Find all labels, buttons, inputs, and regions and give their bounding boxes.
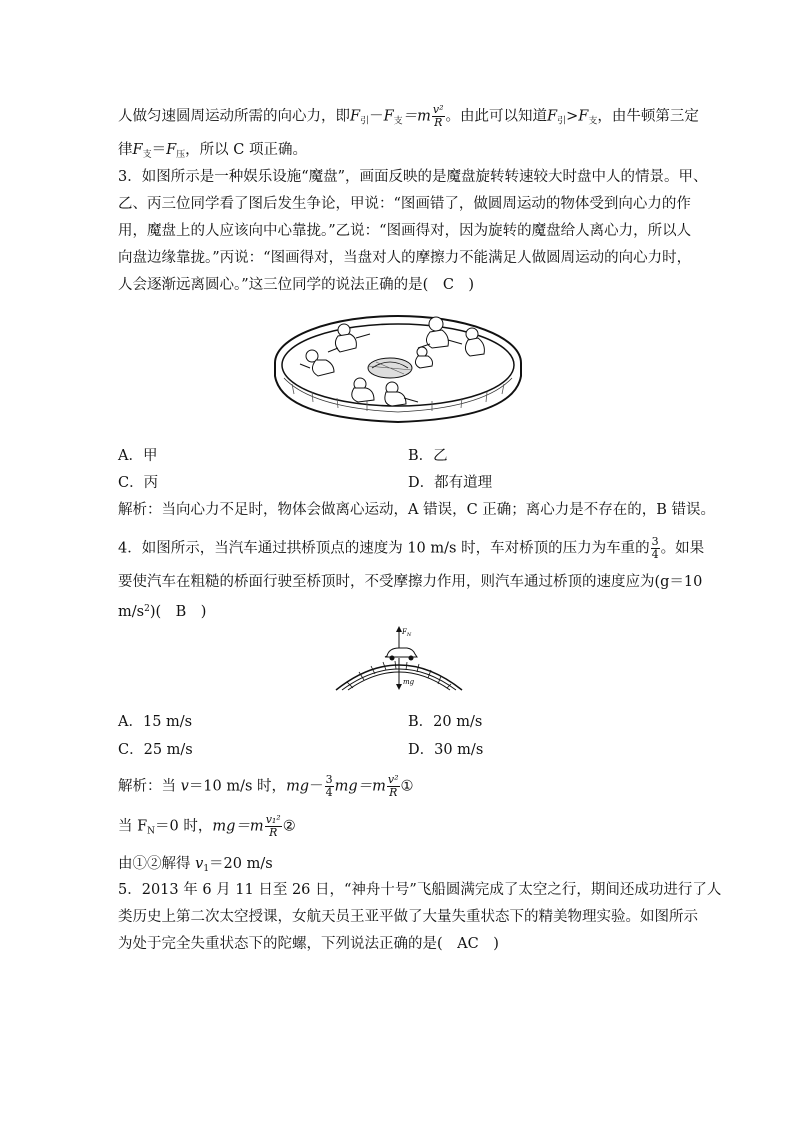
q4-option-c[interactable]: C．25 m/s	[118, 742, 193, 758]
text: ，由牛顿第三定	[597, 108, 699, 125]
equation: ＝m	[357, 778, 386, 795]
mg-label: mg	[403, 678, 415, 686]
q3-line-4: 向盘边缘靠拢。”丙说：“图画得对，当盘对人的摩擦力不能满足人做圆周运动的向心力时，	[118, 250, 692, 266]
q4-option-d[interactable]: D．30 m/s	[408, 742, 484, 758]
text: )( B )	[149, 604, 207, 620]
numerator: 3	[651, 535, 659, 548]
subscript: 压	[176, 150, 186, 160]
symbol: F	[547, 108, 558, 125]
q3-option-b[interactable]: B．乙	[408, 448, 448, 464]
q3-line-5: 人会逐渐远离圆心。”这三位同学的说法正确的是( C )	[118, 277, 475, 293]
text: ②	[282, 818, 296, 835]
subscript: 支	[142, 150, 152, 160]
numerator: v²	[387, 773, 399, 786]
text: ，所以 C 项正确。	[185, 142, 307, 158]
bridge-figure	[333, 622, 465, 694]
fraction	[387, 774, 400, 799]
symbol: F	[166, 142, 177, 158]
numerator: v₁²	[265, 813, 281, 826]
symbol: F	[350, 108, 361, 125]
text: 解析：当	[118, 778, 181, 795]
denominator: 4	[651, 548, 659, 561]
q3-line-3: 用，魔盘上的人应该向中心靠拢。”乙说：“图画得对，因为旋转的魔盘给人离心力，所以人	[118, 223, 692, 239]
fn-label: $F_N$	[402, 628, 412, 638]
symbol: mg	[286, 778, 310, 795]
operator: －	[369, 108, 384, 125]
symbol: F	[383, 108, 394, 125]
text: 。如果	[660, 540, 705, 557]
q3-line-2: 乙、丙三位同学看了图后发生争论，甲说：“图画错了，做圆周运动的物体受到向心力的作	[118, 196, 691, 212]
magic-disk-figure	[272, 308, 524, 426]
q3-option-d[interactable]: D．都有道理	[408, 475, 493, 491]
q4-solution-1	[118, 774, 414, 799]
symbol: F	[578, 108, 589, 125]
denominator: R	[269, 826, 278, 839]
subscript: 支	[393, 116, 403, 127]
q3-option-a[interactable]: A．甲	[118, 448, 158, 464]
equation: ＝m	[235, 818, 264, 835]
subscript: 引	[360, 116, 370, 127]
symbol: F	[132, 142, 143, 158]
q4-line-3	[118, 599, 206, 622]
q5-line-2: 类历史上第二次太空授课，女航天员王亚平做了大量失重状态下的精美物理实验。如图所示	[118, 909, 698, 925]
fraction	[651, 536, 660, 561]
numerator: v²	[432, 103, 444, 116]
text: ①	[400, 778, 414, 795]
operator: ＝	[151, 142, 167, 158]
continuation-line-2	[118, 140, 307, 165]
q4-line-1	[118, 536, 704, 561]
fraction	[265, 814, 282, 839]
q4-option-a[interactable]: A．15 m/s	[118, 714, 193, 730]
denominator: R	[434, 116, 443, 129]
q4-solution-3	[118, 854, 273, 879]
denominator: 4	[325, 786, 333, 799]
fraction	[325, 774, 334, 799]
symbol: v	[195, 856, 204, 872]
subscript: 支	[588, 116, 598, 127]
subscript: N	[147, 826, 156, 837]
q5-line-1: 5．2013 年 6 月 11 日至 26 日，“神舟十号”飞船圆满完成了太空之行，期间还成功进行了人	[118, 882, 722, 898]
q3-line-1: 3．如图所示是一种娱乐设施“魔盘”，画面反映的是魔盘旋转转速较大时盘中人的情景。甲、	[118, 169, 708, 185]
text: ＝20 m/s	[209, 856, 273, 872]
q4-solution-2	[118, 814, 296, 842]
text: 当 F	[118, 818, 148, 835]
fraction	[432, 104, 445, 129]
symbol: mg	[334, 778, 358, 795]
text: 人做匀速圆周运动所需的向心力，即	[118, 108, 350, 125]
text: m/s	[118, 604, 145, 620]
q4-line-2: 要使汽车在粗糙的桥面行驶至桥顶时，不受摩擦力作用，则汽车通过桥顶的速度应为(g＝10	[118, 574, 703, 590]
symbol: mg	[212, 818, 236, 835]
text: 由①②解得	[118, 856, 196, 872]
numerator: 3	[325, 773, 333, 786]
text: 4．如图所示，当汽车通过拱桥顶点的速度为 10 m/s 时，车对桥顶的压力为车重的	[118, 540, 650, 557]
operator: >	[566, 108, 579, 125]
text: 律	[118, 142, 133, 158]
q4-option-b[interactable]: B．20 m/s	[408, 714, 483, 730]
superscript: 2	[144, 604, 150, 614]
text: 。由此可以知道	[445, 108, 548, 125]
q5-line-3: 为处于完全失重状态下的陀螺，下列说法正确的是( AC )	[118, 936, 499, 952]
q3-analysis: 解析：当向心力不足时，物体会做离心运动，A 错误，C 正确；离心力是不存在的，B 错误。	[118, 502, 716, 518]
subscript: 1	[203, 864, 210, 874]
q3-option-c[interactable]: C．丙	[118, 475, 159, 491]
symbol: v	[180, 778, 189, 795]
text: ＝0 时，	[155, 818, 213, 835]
denominator: R	[389, 786, 398, 799]
subscript: 引	[557, 116, 567, 127]
equation: ＝m	[402, 108, 431, 125]
continuation-line-1	[118, 104, 699, 132]
text: ＝10 m/s 时，	[188, 778, 287, 795]
operator: －	[309, 778, 324, 795]
